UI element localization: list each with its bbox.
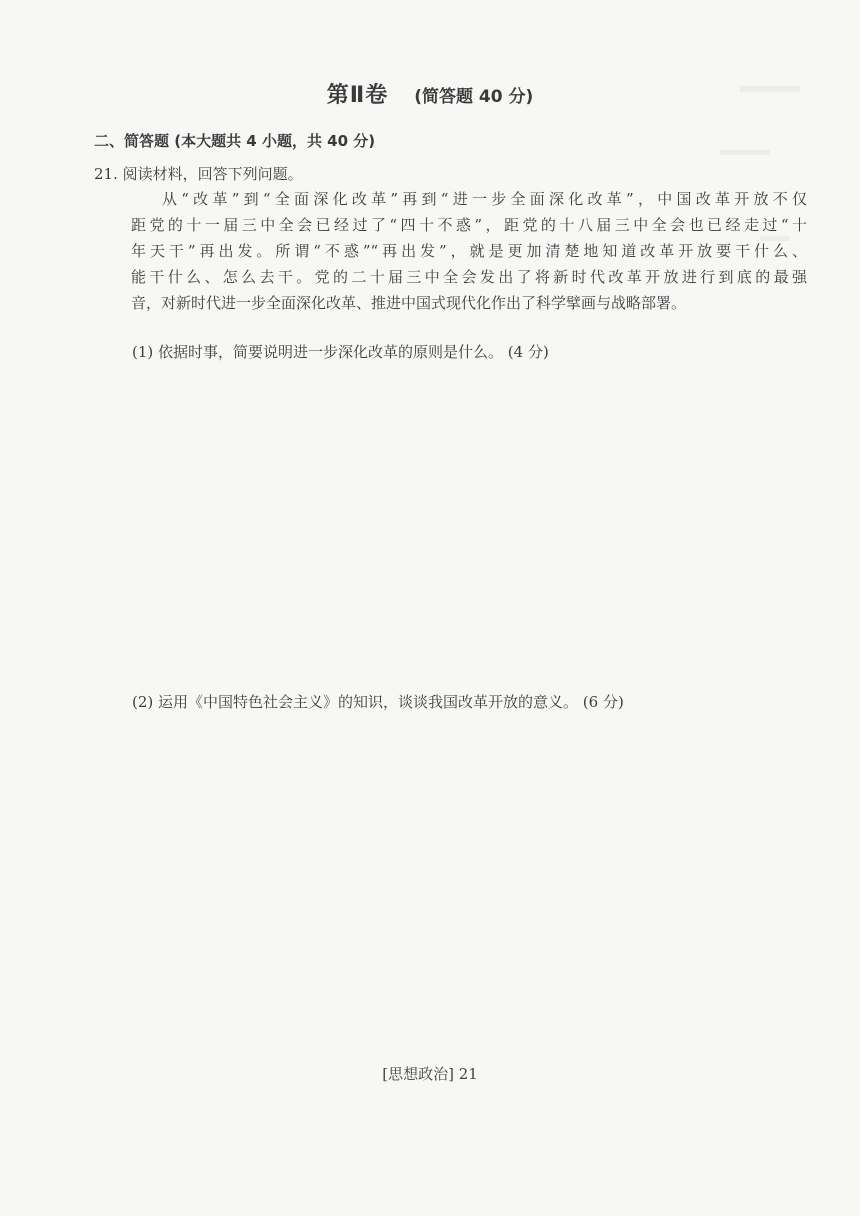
reading-material — [131, 186, 807, 316]
section-heading: 二、简答题 (本大题共 4 小题，共 40 分) — [94, 132, 376, 150]
material-line: 距党的十一届三中全会已经过了“四十不惑”，距党的十八届三中全会也已经走过“十 — [131, 216, 807, 234]
page-title — [0, 78, 860, 109]
answer-area-1[interactable] — [130, 372, 810, 672]
part-title: 第Ⅱ卷 — [326, 83, 389, 108]
sub-question-1: (1) 依据时事，简要说明进一步深化改革的原则是什么。 (4 分) — [132, 343, 549, 361]
question-stem: 21. 阅读材料，回答下列问题。 — [94, 165, 303, 183]
material-line: 音，对新时代进一步全面深化改革、推进中国式现代化作出了科学擘画与战略部署。 — [131, 294, 687, 312]
part-subtitle: (简答题 40 分) — [414, 87, 534, 107]
material-line: 能干什么、怎么去干。党的二十届三中全会发出了将新时代改革开放进行到底的最强 — [131, 268, 807, 286]
sub-question-2: (2) 运用《中国特色社会主义》的知识，谈谈我国改革开放的意义。 (6 分) — [132, 693, 624, 711]
answer-area-2[interactable] — [130, 722, 810, 1042]
scan-artifact — [720, 150, 770, 155]
material-line: 从“改革”到“全面深化改革”再到“进一步全面深化改革”，中国改革开放不仅 — [162, 190, 807, 208]
page-footer: [思想政治] 21 — [382, 1065, 478, 1083]
material-line: 年天干”再出发。所谓“不惑”“再出发”，就是更加清楚地知道改革开放要干什么、 — [131, 242, 807, 260]
